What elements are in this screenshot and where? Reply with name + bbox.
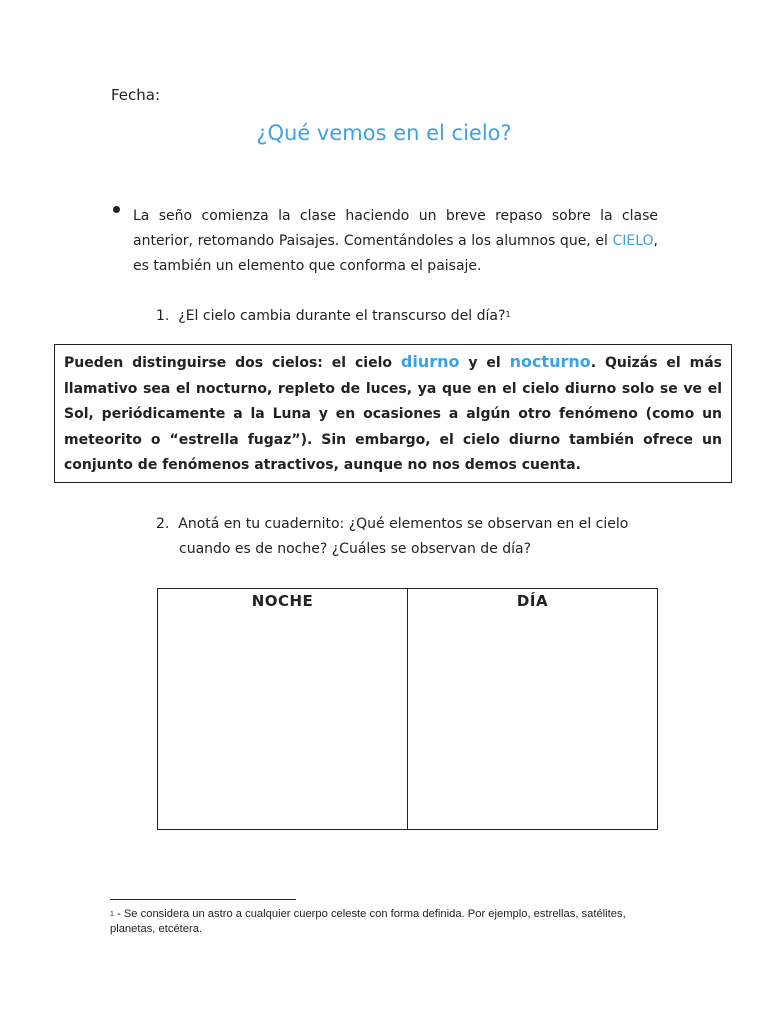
cielo-highlight: CIELO: [612, 233, 654, 249]
dia-column[interactable]: [408, 589, 658, 830]
answer-text: [64, 349, 722, 479]
page-title: ¿Qué vemos en el cielo?: [256, 121, 512, 145]
noche-dia-table: [157, 588, 658, 830]
question-1: [156, 304, 511, 329]
footnote-text: - Se considera un astro a cualquier cuerpo celeste con forma definida. Por ejemplo, estrellas, satélites, planetas, etcétera.: [110, 908, 626, 935]
intro-text-start: La seño comienza la clase haciendo un breve repaso sobre la clase anterior, retomando Paisajes. Comentándoles a los alumnos que, el: [133, 208, 658, 249]
answer-box: [54, 344, 732, 483]
column-header-noche: NOCHE: [251, 592, 314, 610]
question-1-number: 1.: [156, 308, 170, 324]
footnote: [110, 907, 670, 937]
diurno-highlight: diurno: [400, 352, 460, 371]
footnote-marker: 1: [110, 911, 114, 918]
question-2: [156, 512, 666, 562]
nocturno-highlight: nocturno: [509, 352, 591, 371]
intro-text-end: , es también un elemento que conforma el paisaje.: [133, 233, 658, 274]
question-2-line-1: Anotá en tu cuadernito: ¿Qué elementos se observan en el cielo: [178, 516, 629, 532]
date-label: Fecha:: [111, 86, 161, 104]
footnote-divider: [110, 899, 296, 900]
question-2-line-2: cuando es de noche? ¿Cuáles se observan de día?: [179, 541, 532, 557]
question-2-number: 2.: [156, 516, 170, 532]
answer-part-1: Pueden distinguirse dos cielos: el cielo: [64, 355, 401, 371]
bullet-icon: [113, 206, 120, 213]
answer-part-2: y el: [459, 355, 510, 371]
column-header-dia: DÍA: [516, 592, 549, 610]
footnote-reference: 1: [505, 310, 511, 319]
question-1-text: ¿El cielo cambia durante el transcurso del día?: [178, 308, 506, 324]
noche-column[interactable]: [158, 589, 408, 830]
intro-paragraph: [133, 204, 658, 279]
answer-part-3: . Quizás el más llamativo sea el nocturno, repleto de luces, ya que en el cielo diurno solo se ve el Sol, periódicamente a la Luna y en ocasiones a algún otro fenómeno (como un meteorito o “estrella fugaz”). Sin embargo, el cielo diurno también ofrece un conjunto de fenómenos atractivos, aunque no nos demos cuenta.: [64, 355, 722, 473]
